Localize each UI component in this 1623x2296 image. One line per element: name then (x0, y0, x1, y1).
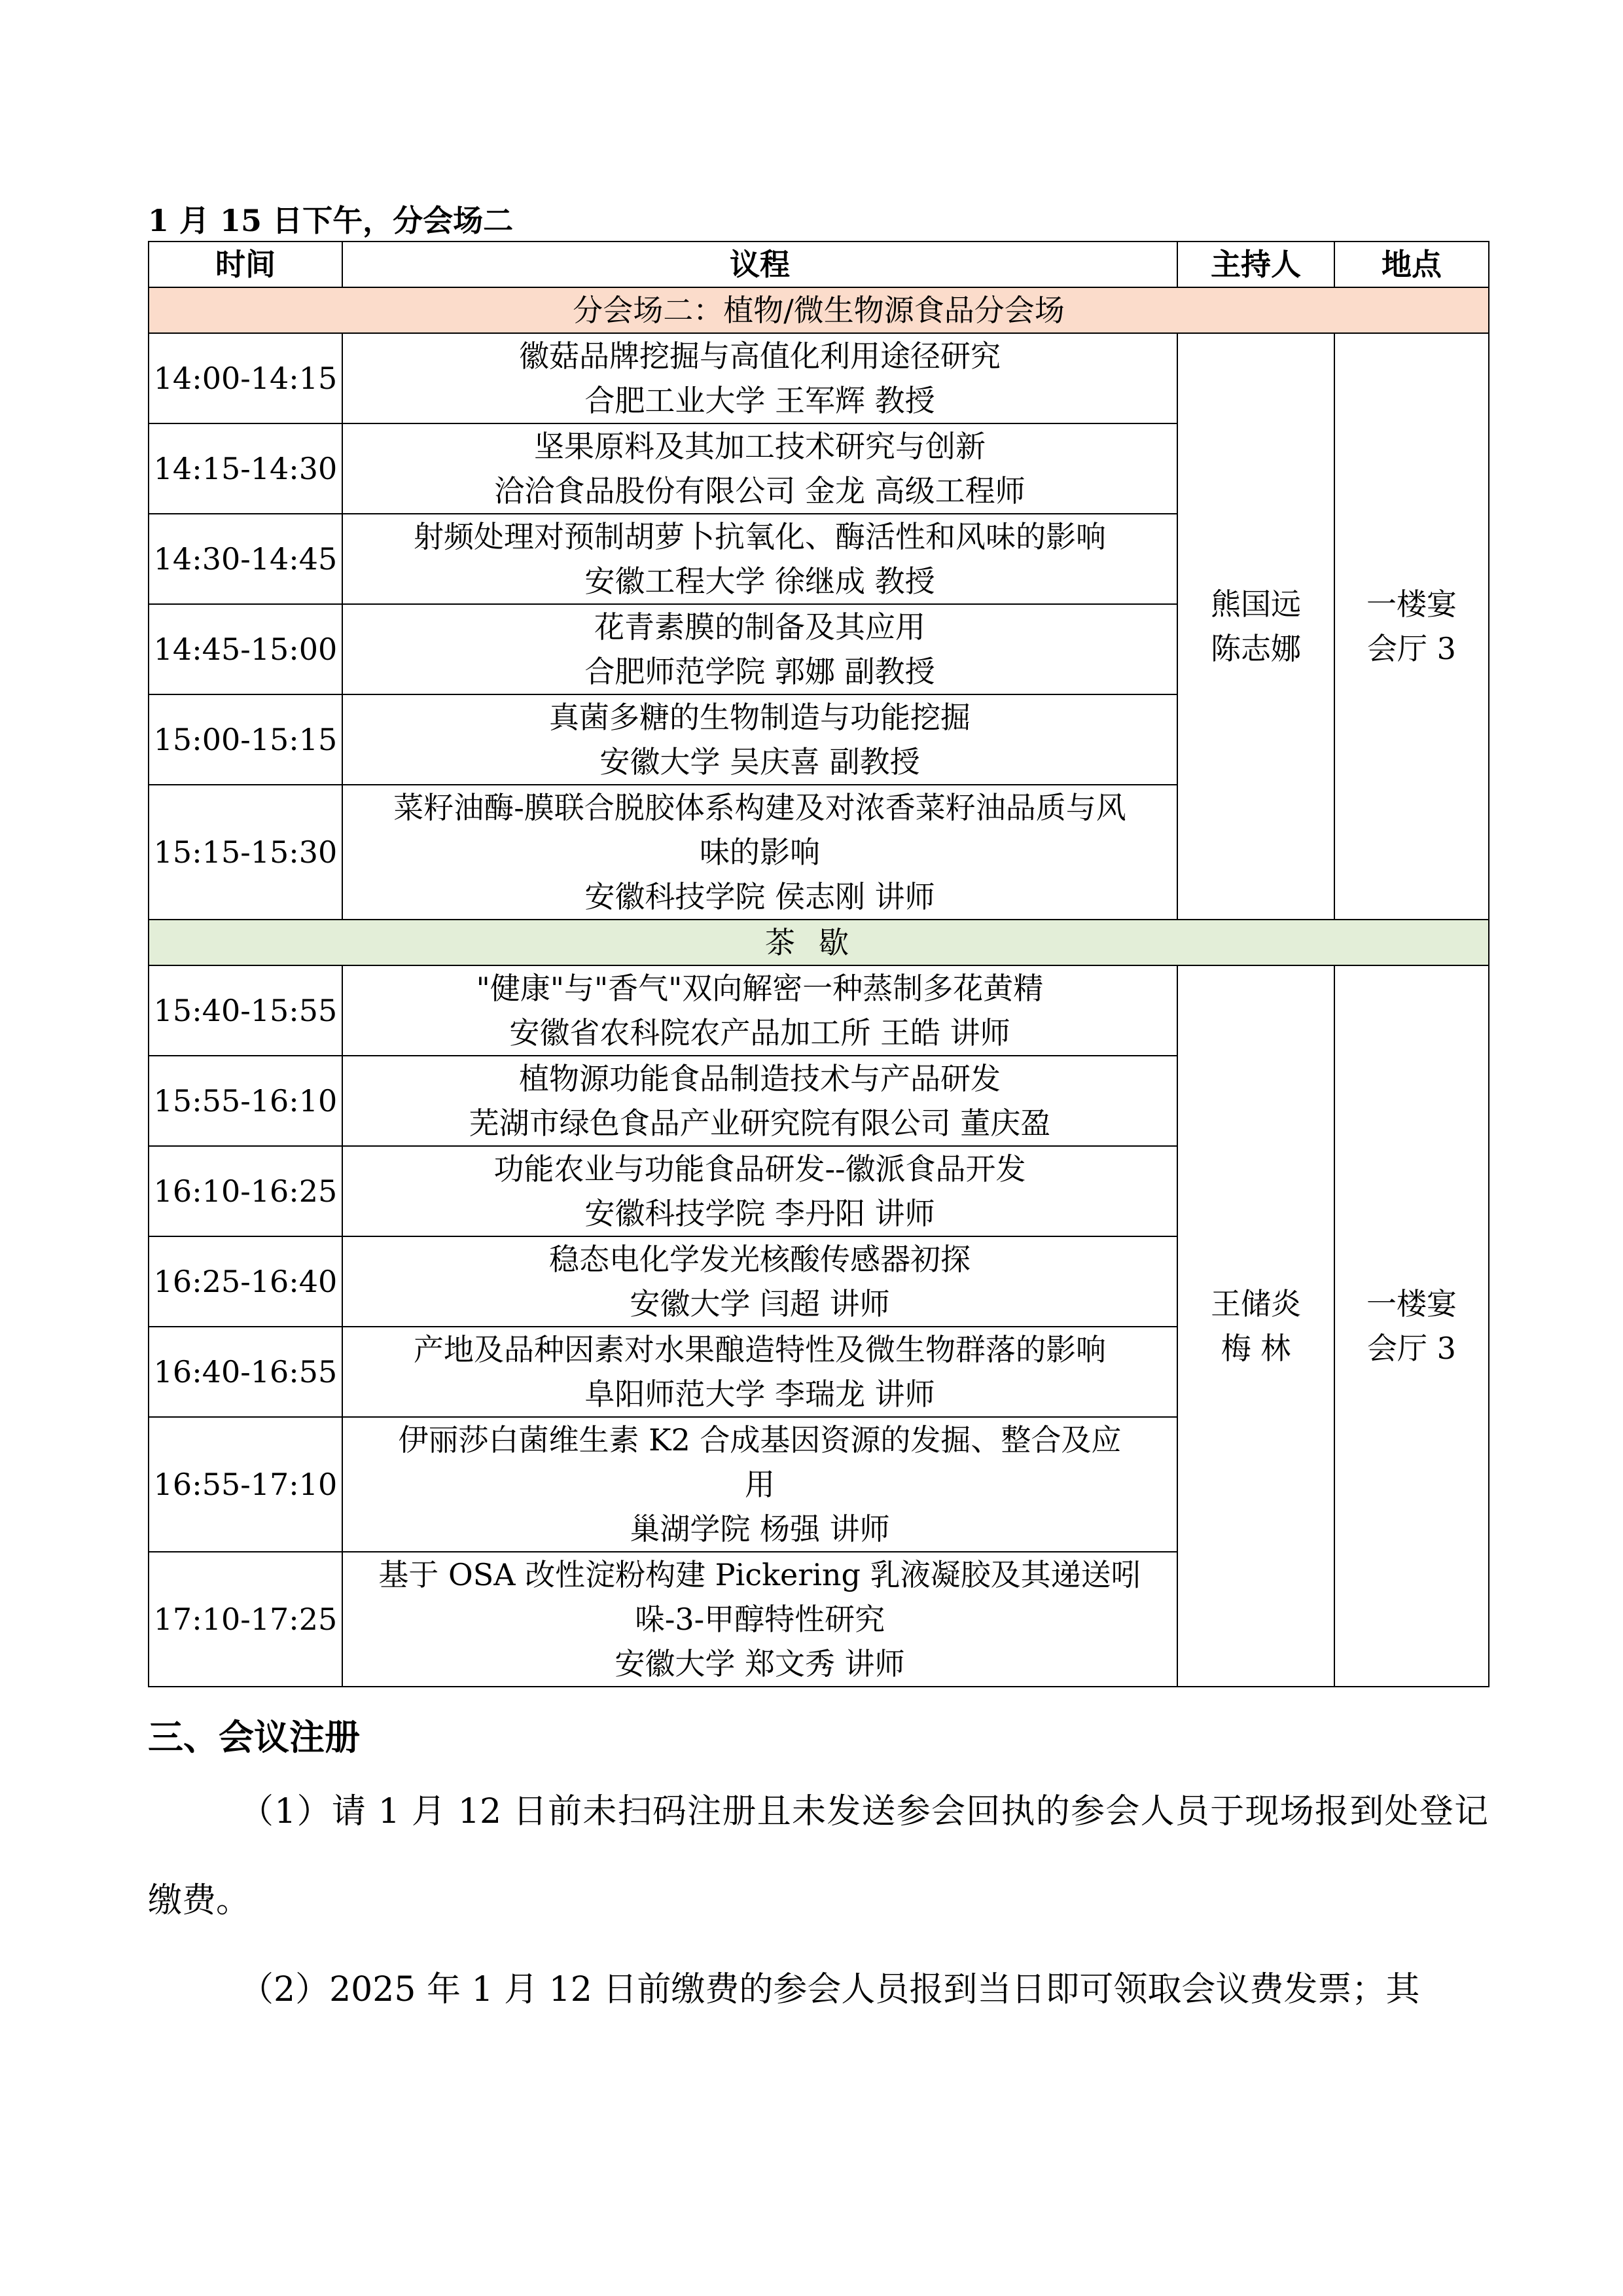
text-line: 产地及品种因素对水果酿造特性及微生物群落的影响 (414, 1332, 1106, 1367)
text-line: 安徽科技学院 李丹阳 讲师 (584, 1196, 935, 1231)
text-line: 一楼宴 (1366, 586, 1457, 622)
schedule-row (149, 965, 1489, 1056)
session-title: 1 月 15 日下午，分会场二 (148, 203, 514, 238)
agenda-cell (342, 694, 1177, 785)
text-line: 坚果原料及其加工技术研究与创新 (534, 429, 986, 464)
time-cell: 15:40-15:55 (149, 965, 342, 1056)
time-cell: 16:25-16:40 (149, 1236, 342, 1327)
time-cell: 15:15-15:30 (149, 785, 342, 920)
header-time: 时间 (149, 242, 342, 287)
text-line: 味的影响 (700, 834, 820, 870)
host-cell (1177, 965, 1334, 1687)
text-line: 功能农业与功能食品研发--徽派食品开发 (493, 1151, 1026, 1187)
agenda-cell (342, 1552, 1177, 1687)
header-place: 地点 (1334, 242, 1489, 287)
time-cell: 15:00-15:15 (149, 694, 342, 785)
text-line: 菜籽油酶-膜联合脱胶体系构建及对浓香菜籽油品质与风 (393, 790, 1126, 825)
text-line: 安徽大学 闫超 讲师 (630, 1286, 890, 1321)
text-line: 巢湖学院 杨强 讲师 (630, 1511, 890, 1547)
agenda-cell (342, 604, 1177, 694)
text-line: 安徽省农科院农产品加工所 王皓 讲师 (509, 1015, 1010, 1050)
text-line: 哚-3-甲醇特性研究 (634, 1602, 885, 1637)
time-cell: 16:40-16:55 (149, 1327, 342, 1417)
time-cell: 15:55-16:10 (149, 1056, 342, 1146)
agenda-cell (342, 423, 1177, 514)
host-cell (1177, 333, 1334, 920)
agenda-cell (342, 965, 1177, 1056)
place-cell (1334, 965, 1489, 1687)
text-line: 稳态电化学发光核酸传感器初探 (549, 1242, 971, 1277)
agenda-cell (342, 514, 1177, 604)
text-line: 陈志娜 (1211, 631, 1301, 666)
agenda-cell (342, 1146, 1177, 1236)
agenda-cell (342, 1417, 1177, 1552)
text-line: 徽菇品牌挖掘与高值化利用途径研究 (519, 338, 1001, 374)
text-line: 洽洽食品股份有限公司 金龙 高级工程师 (494, 473, 1026, 509)
tea-break-row (149, 920, 1489, 965)
time-cell: 14:15-14:30 (149, 423, 342, 514)
text-line: 射频处理对预制胡萝卜抗氧化、酶活性和风味的影响 (414, 519, 1106, 554)
registration-para-2: （2）2025 年 1 月 12 日前缴费的参会人员报到当日即可领取会议费发票；其 (240, 1970, 1420, 2009)
text-line: 会厅 3 (1367, 631, 1456, 666)
time-cell: 16:10-16:25 (149, 1146, 342, 1236)
time-cell: 16:55-17:10 (149, 1417, 342, 1552)
text-line: 植物源功能食品制造技术与产品研发 (519, 1061, 1001, 1096)
text-line: 阜阳师范大学 李瑞龙 讲师 (584, 1376, 935, 1412)
table-header-row (149, 242, 1489, 287)
text-line: 伊丽莎白菌维生素 K2 合成基因资源的发掘、整合及应 (398, 1422, 1122, 1458)
time-cell: 14:45-15:00 (149, 604, 342, 694)
schedule-row (149, 333, 1489, 423)
text-line: 安徽大学 郑文秀 讲师 (615, 1646, 905, 1681)
text-line: 花青素膜的制备及其应用 (594, 609, 925, 645)
text-line: "健康"与"香气"双向解密一种蒸制多花黄精 (476, 971, 1044, 1006)
section-title: 分会场二：植物/微生物源食品分会场 (149, 287, 1489, 333)
text-line: 真菌多糖的生物制造与功能挖掘 (549, 700, 971, 735)
header-agenda: 议程 (342, 242, 1177, 287)
text-line: 基于 OSA 改性淀粉构建 Pickering 乳液凝胶及其递送吲 (378, 1557, 1141, 1592)
agenda-cell (342, 333, 1177, 423)
text-line: 安徽科技学院 侯志刚 讲师 (584, 879, 935, 914)
tea-break-label: 茶歇 (149, 920, 1489, 965)
text-line: 安徽工程大学 徐继成 教授 (584, 564, 935, 599)
registration-para-1: （1）请 1 月 12 日前未扫码注册且未发送参会回执的参会人员于现场报到处登记缴费。 (148, 1792, 1488, 1920)
text-line: 合肥工业大学 王军辉 教授 (584, 383, 935, 418)
agenda-cell (342, 1327, 1177, 1417)
time-cell: 14:00-14:15 (149, 333, 342, 423)
text-line: 王储炎 (1211, 1286, 1301, 1321)
text-line: 梅 林 (1221, 1331, 1291, 1366)
agenda-cell (342, 1056, 1177, 1146)
agenda-cell (342, 785, 1177, 920)
time-cell: 14:30-14:45 (149, 514, 342, 604)
text-line: 用 (745, 1467, 775, 1502)
text-line: 安徽大学 吴庆喜 副教授 (599, 744, 920, 780)
text-line: 一楼宴 (1366, 1286, 1457, 1321)
schedule-table (148, 241, 1489, 1687)
text-line: 芜湖市绿色食品产业研究院有限公司 董庆盈 (469, 1105, 1051, 1141)
place-cell (1334, 333, 1489, 920)
agenda-cell (342, 1236, 1177, 1327)
text-line: 熊国远 (1211, 586, 1301, 622)
time-cell: 17:10-17:25 (149, 1552, 342, 1687)
section-title-row (149, 287, 1489, 333)
text-line: 会厅 3 (1367, 1331, 1456, 1366)
text-line: 合肥师范学院 郭娜 副教授 (584, 654, 935, 689)
header-host: 主持人 (1177, 242, 1334, 287)
section3-heading: 三、会议注册 (148, 1716, 360, 1758)
